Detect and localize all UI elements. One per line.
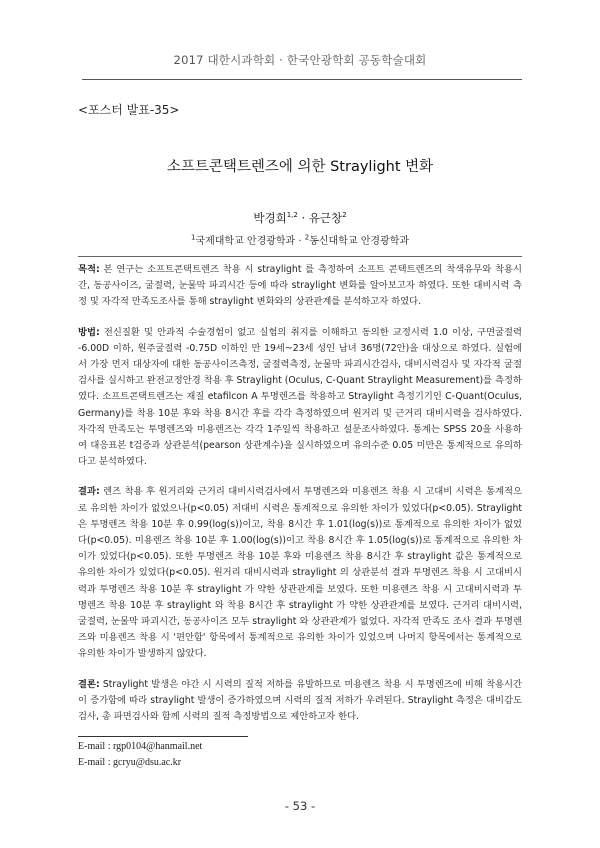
header-rule xyxy=(82,79,522,80)
author-separator: · xyxy=(297,211,309,225)
affil-mark: 2 xyxy=(304,233,310,242)
section-divider xyxy=(78,256,522,257)
abstract-body xyxy=(78,262,522,739)
author-affil-mark: 1,2 xyxy=(286,211,298,220)
email-line xyxy=(78,741,202,752)
author-name: 박경희 xyxy=(253,211,287,225)
email-label: E-mail : xyxy=(78,757,113,768)
email-label: E-mail : xyxy=(78,741,113,752)
purpose-paragraph xyxy=(78,262,522,311)
affil-mark: 1 xyxy=(190,233,196,242)
email-address: gcryu@dsu.ac.kr xyxy=(113,757,182,768)
purpose-text: 본 연구는 소프트콘택트렌즈 착용 시 straylight 를 측정하여 소프트 콘택트렌즈의 착색유무와 착용시간, 동공사이즈, 굴절력, 눈물막 파괴시간 등에 따라 straylight 변화를 알아보고자 하였다. 또한 대비시력 측정 및 자각적 만족도조사를 통해 straylight 변화와의 상관관계를 분석하고자 하였다. xyxy=(78,264,522,308)
methods-label: 방법: xyxy=(78,326,100,338)
email-address: rgp0104@hanmail.net xyxy=(113,741,203,752)
footnote-rule xyxy=(78,736,248,737)
methods-paragraph xyxy=(78,325,522,471)
methods-text: 전신질환 및 안과적 수술경험이 없고 실험의 취지를 이해하고 동의한 교정시력 1.0 이상, 구면굴절력 -6.00D 이하, 원주굴절력 -0.75D 이하인 만 19세~23세 성인 남녀 36명(72안)을 대상으로 하였다. 실험에서 가장 먼저 대상자에 대한 동공사이즈측정, 굴절력측정, 눈물막 파괴시간검사, 대비시력검사 및 자각적 굴절검사를 실시하고 완전교정안경 착용 후 Straylight (Oculus, C-Quant Straylight Measurement)를 측정하였다. 소프트콘택트렌즈는 재질 etafilcon A 투명렌즈를 착용하고 Straylight 측정기기인 C-Quant(Oculus, Germany)를 착용 10분 후와 착용 8시간 후를 각각 측정하였으며 원거리 및 근거리 대비시력을 검사하였다. 자각적 만족도는 투명렌즈와 미용렌즈는 각각 1주일씩 착용하고 설문조사하였다. 통계는 SPSS 20을 사용하여 대응표본 t검증과 상관분석(pearson 상관계수)을 실시하였으며 유의수준 0.05 미만은 통계적으로 유의하다고 분석하였다. xyxy=(78,326,522,468)
results-paragraph xyxy=(78,484,522,662)
results-text: 렌즈 착용 후 원거리와 근거리 대비시력검사에서 투명렌즈와 미용렌즈 착용 시 고대비 시력은 통계적으로 유의한 차이가 없었으나(p<0.05) 저대비 시력은 통계적으로 유의한 차이가 있었다(p<0.05). Straylight은 투명렌즈 착용 10분 후 0.99(log(s))이고, 착용 8시간 후 1.01(log(s))로 통계적으로 유의한 차이가 없었다(p<0.05). 미용렌즈 착용 10분 후 1.00(log(s))이고 착용 8시간 후 1.05(log(s))로 통계적으로 유의한 차이가 있었다(p<0.05). 또한 투명렌즈 착용 10분 후와 미용렌즈 착용 8시간 후 straylight 값은 통계적으로 유의한 차이가 있었다(p<0.05). 원거리 대비시력과 straylight 의 상관분석 결과 투명렌즈 착용 시 고대비시력과 투명렌즈 착용 10분 후 straylight 가 약한 상관관계를 보였다. 또한 미용렌즈 착용 시 고대비시력과 투명렌즈 착용 10분 후 straylight 와 착용 8시간 후 straylight 가 약한 상관관계를 보였다. 근거리 대비시력, 굴절력, 눈물막 파괴시간, 동공사이즈 모두 straylight 와 상관관계가 없었다. 자각적 만족도 조사 결과 투명렌즈와 미용렌즈 착용 시 '편안함' 항목에서 통계적으로 유의한 차이가 있었으며 나머지 항목에서는 통계적으로 유의한 차이가 발생하지 않았다. xyxy=(78,486,522,660)
purpose-label: 목적: xyxy=(78,264,100,275)
page-number: - 53 - xyxy=(284,799,316,813)
author-list xyxy=(0,210,600,226)
conclusion-label: 결론: xyxy=(78,678,100,690)
email-line xyxy=(78,757,181,768)
affiliation: 국제대학교 안경광학과 xyxy=(195,236,296,247)
author-affil-mark: 2 xyxy=(342,211,347,220)
author-name: 유근창 xyxy=(308,211,343,225)
session-tag: <포스터 발표-35> xyxy=(78,103,180,117)
affiliation: 동신대학교 안경광학과 xyxy=(309,236,410,247)
results-label: 결과: xyxy=(78,486,100,498)
conclusion-paragraph xyxy=(78,677,522,726)
affiliation-list xyxy=(0,232,600,247)
paper-title: 소프트콘택트렌즈에 의한 Straylight 변화 xyxy=(166,159,434,175)
affil-separator: · xyxy=(295,236,305,247)
conference-header: 2017 대한시과학회 · 한국안광학회 공동학술대회 xyxy=(173,53,427,67)
conclusion-text: Straylight 발생은 야간 시 시력의 질적 저하를 유발하므로 미용렌즈 착용 시 투명렌즈에 비해 착용시간이 증가함에 따라 straylight 발생이 증가하였으며 시력의 질적 저하가 우려된다. Straylight 측정은 대비감도검사, 총 파면검사와 함께 시력의 질적 측정방법으로 제안하고자 한다. xyxy=(78,678,522,723)
